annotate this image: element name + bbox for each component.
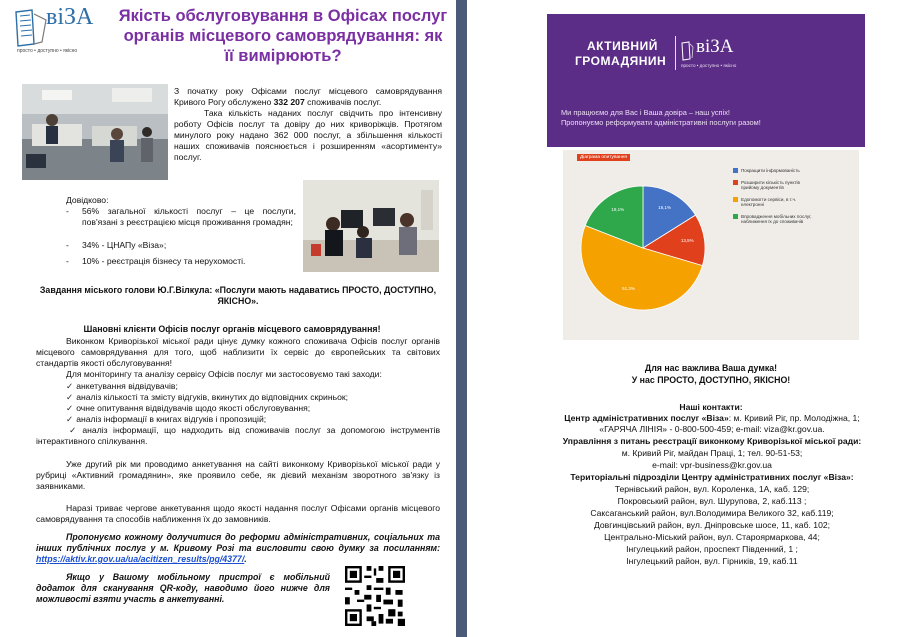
reference-item: - 56% загальної кількості послуг – це послуги, пов'язані з реєстрацією місця проживання громадян; [66,206,296,227]
intro-paragraph-2: Така кількість наданих послуг свідчить про інтенсивну роботу Офісів послуг та довіру до них криворіжців. Протягом минулого року надано 362 000 послуг, а збільшення кількості наших споживачів пояснюється і розширенням «асортименту» послуг. [174,108,442,162]
page-gutter [456,0,467,637]
check-icon: ✓ [66,425,80,435]
legend-entry [733,197,819,207]
qr-paragraph: Якщо у Вашому мобільному пристрої є мобільний додаток для сканування QR-коду, наводимо його нижче для можливості взяти участь в анкетуванні. [36,572,330,604]
pie-data-label: 13,5% [680,237,694,243]
chart-title: Діаграма опитування [577,154,630,161]
check-icon: ✓ [66,381,74,391]
branch-item: Покровський район, вул. Шурупова, 2, каб.113 ; [617,496,807,506]
mayor-task: Завдання міського голови Ю.Г.Вілкула: «Послуги мають надаватись ПРОСТО, ДОСТУПНО, ЯКІСНО». [39,285,437,306]
hotline: «ГАРЯЧА ЛІНІЯ» - 0-800-500-459; e-mail: viza@kr.gov.ua. [599,424,825,434]
clients-heading: Шановні клієнти Офісів послуг органів місцевого самоврядування! [83,324,381,334]
banner-title-line1: АКТИВНИЙ [587,39,658,53]
branch-item: Довгинцівський район, вул. Дніпровське шосе, 11, каб. 102; [593,520,831,530]
measure-item: ✓ очне опитування відвідувачів щодо якості обслуговування; [66,403,311,413]
office-photo-2 [303,180,439,272]
importance-line-2: У нас ПРОСТО, ДОСТУПНО, ЯКІСНО! [631,375,791,385]
banner-title-line2: ГРОМАДЯНИН [575,54,667,68]
banner-slogan-2: Пропонуємо реформувати адміністративні послуги разом! [561,118,761,127]
measure-item: ✓ анкетування відвідувачів; [66,381,178,391]
reference-item: - 34% - ЦНАПу «Віза»; [66,240,167,250]
branch-item: Інгулецький район, проспект Південний, 1 ; [626,544,798,554]
dept-address: м. Кривий Ріг, майдан Праці, 1; тел. 90-51-53; [621,448,803,458]
office-photo-1 [22,84,168,180]
logo-tagline: просто • доступно • якісно [17,48,78,54]
banner-tagline: просто • доступно • якісно [681,63,737,68]
viza-logo-icon [12,6,50,48]
chart-legend [733,168,853,258]
banner-logo-word: віЗА [696,36,734,57]
monitor-paragraph: Для моніторингу та аналізу сервісу Офісів послуг ми застосовуємо такі заходи: [66,369,382,379]
check-icon: ✓ [66,414,74,424]
pie-data-label: 19,1% [611,207,625,213]
branch-item: Тернівський район, вул. Короленка, 1А, каб. 129; [614,484,810,494]
intro-paragraph-1: З початку року Офісами послуг місцевого самоврядування Кривого Рогу обслужено 332 207 споживачів послуг. [174,86,442,107]
branches-label: Територіальні підрозділи Центру адміністративних послуг «Віза»: [570,472,854,482]
survey-chart [563,150,859,340]
legend-entry [733,168,819,173]
reference-heading: Довідково: [66,195,109,205]
legend-label: Едопомогти сервіси, в т.ч. електронні [741,197,797,207]
survey-now-paragraph: Наразі триває чергове анкетування щодо якості надання послуг Офісами органів місцевого самоврядування та способів наближення їх до замовників. [36,503,440,524]
pie-data-label: 51,3% [622,286,635,292]
importance-line-1: Для нас важлива Ваша думка! [644,363,778,373]
legend-swatch [733,180,738,185]
legend-entry [733,180,819,190]
branch-item: Саксаганський район, вул.Володимира Великого 32, каб.119; [590,508,834,518]
second-year-paragraph: Уже другий рік ми проводимо анкетування на сайті виконкому Криворізької міської ради у рубриці «Активний громадянин», яке проявило себе, як дієвий механізм зворотного зв'язку із заявниками. [36,459,440,491]
legend-entry [733,214,819,224]
check-icon: ✓ [66,392,74,402]
measure-item: ✓ аналіз інформації в книгах відгуків і пропозицій; [66,414,267,424]
legend-label: Розширити кількість пунктів прийому документів [741,180,800,190]
dept-email: e-mail: vpr-business@kr.gov.ua [652,460,772,470]
values-paragraph: Виконком Криворізької міської ради цінує думку кожного споживача Офісів послуг органів місцевого самоврядування для того, щоб наблизити їх сервіс до європейських та світових стандартів якості обслуговування! [36,336,440,368]
banner-logo-icon [680,40,694,62]
measure-item: ✓ аналіз кількості та змісту відгуків, вкинутих до відповідних скриньок; [66,392,348,402]
right-page [467,0,914,637]
legend-swatch [733,168,738,173]
branch-item: Центрально-Міський район, вул. Староярмаркова, 44; [604,532,820,542]
pie-chart [573,168,723,328]
dept-label: Управління з питань реєстрації виконкому Криворізької міської ради: [562,436,862,446]
contacts-heading: Наші контакти: [679,402,743,412]
reference-item: - 10% - реєстрація бізнесу та нерухомості. [66,256,246,266]
left-page [0,0,456,637]
active-citizen-banner [547,14,865,147]
pie-data-label: 16,1% [658,204,672,210]
banner-slogan-1: Ми працюємо для Вас і Ваша довіра – наш успіх! [561,108,730,117]
survey-link[interactable]: https://aktiv.kr.gov.ua/ua/acitizen_results/pg/4377/ [36,554,245,564]
branch-item: Інгулецький район, вул. Гірників, 19, каб.11 [626,556,798,566]
legend-swatch [733,214,738,219]
invite-paragraph: Пропонуємо кожному долучитися до реформи адміністративних, соціальних та інших публічних послуг у м. Кривому Розі та висловити свою думку за посиланням: https://aktiv.kr.gov.ua/ua/acitizen_results/pg/4377/. [36,532,440,564]
check-icon: ✓ [66,403,74,413]
center-contact: Центр адміністративних послуг «Віза»: м. Кривий Ріг, пр. Молодіжна, 1; [564,413,860,423]
measure-item: ✓ аналіз інформації, що надходить від споживачів послуг за допомогою інструментів інтерактивного спілкування. [36,425,441,446]
logo-wordmark: віЗА [46,4,94,30]
qr-code-icon[interactable] [345,566,405,626]
page-title: Якість обслуговування в Офісах послуг органів місцевого самоврядування: як її вимірюють? [118,7,448,65]
legend-swatch [733,197,738,202]
legend-label: Впровадження мобільних послуг, наближення їх до споживачів [741,214,812,224]
legend-label: Покращити інформованість [741,168,800,173]
